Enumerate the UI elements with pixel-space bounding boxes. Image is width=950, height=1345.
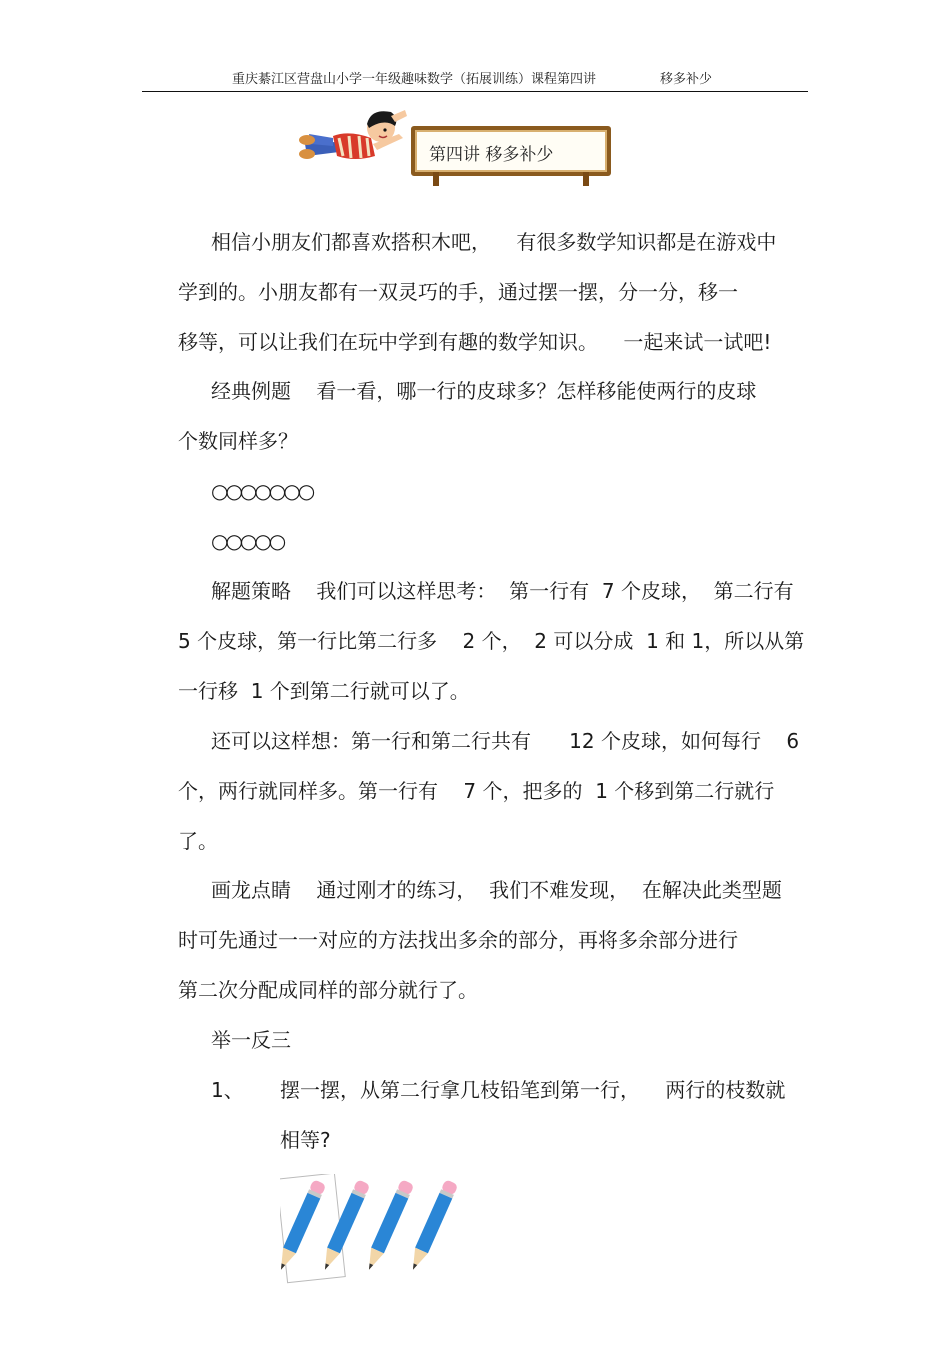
lesson-title: 第四讲 移多补少 bbox=[429, 145, 554, 165]
alt-line-2: 个，两行就同样多。第一行有 7 个，把多的 1 个移到第二行就行 bbox=[178, 779, 775, 803]
strategy-line-1: 解题策略 我们可以这样思考： 第一行有 7 个皮球， 第二行有 bbox=[211, 579, 794, 603]
question-1-line-2: 相等? bbox=[280, 1128, 331, 1152]
board-leg-right bbox=[583, 172, 589, 186]
strategy-line-3: 一行移 1 个到第二行就可以了。 bbox=[178, 679, 470, 703]
lesson-title-board bbox=[411, 126, 611, 176]
header-topic: 移多补少 bbox=[660, 72, 713, 87]
intro-line-1: 相信小朋友们都喜欢搭积木吧， 有很多数学知识都是在游戏中 bbox=[211, 230, 777, 254]
boy-illustration bbox=[299, 104, 424, 188]
lesson-banner bbox=[299, 104, 617, 188]
example-line-2: 个数同样多？ bbox=[178, 429, 298, 453]
alt-line-1: 还可以这样想：第一行和第二行共有 12 个皮球，如何每行 6 bbox=[211, 729, 800, 753]
pencil-3 bbox=[363, 1179, 415, 1272]
header-course-title: 重庆綦江区营盘山小学一年级趣味数学（拓展训练）课程第四讲 bbox=[232, 72, 597, 87]
ball-row-2: ○○○○○ bbox=[211, 529, 284, 553]
practice-heading: 举一反三 bbox=[211, 1028, 291, 1052]
header-divider bbox=[142, 91, 808, 92]
intro-line-3: 移等，可以让我们在玩中学到有趣的数学知识。 一起来试一试吧! bbox=[178, 330, 772, 354]
pencil-4 bbox=[407, 1179, 459, 1272]
finish-line-2: 时可先通过一一对应的方法找出多余的部分，再将多余部分进行 bbox=[178, 928, 738, 952]
ball-row-1: ○○○○○○○ bbox=[211, 479, 313, 503]
board-leg-left bbox=[433, 172, 439, 186]
question-1-line-1: 摆一摆，从第二行拿几枝铅笔到第一行， 两行的枝数就 bbox=[280, 1078, 786, 1102]
alt-line-3: 了。 bbox=[178, 829, 218, 853]
page-header bbox=[140, 66, 808, 90]
finish-line-1: 画龙点睛 通过刚才的练习， 我们不难发现， 在解决此类型题 bbox=[211, 878, 782, 902]
finish-line-3: 第二次分配成同样的部分就行了。 bbox=[178, 978, 478, 1002]
strategy-line-2: 5 个皮球，第一行比第二行多 2 个， 2 可以分成 1 和 1，所以从第 bbox=[178, 629, 805, 653]
pencils-illustration bbox=[280, 1174, 480, 1284]
question-1-number: 1、 bbox=[211, 1078, 244, 1102]
example-line-1: 经典例题 看一看，哪一行的皮球多？怎样移能使两行的皮球 bbox=[211, 379, 757, 403]
intro-line-2: 学到的。小朋友都有一双灵巧的手，通过摆一摆，分一分，移一 bbox=[178, 280, 738, 304]
